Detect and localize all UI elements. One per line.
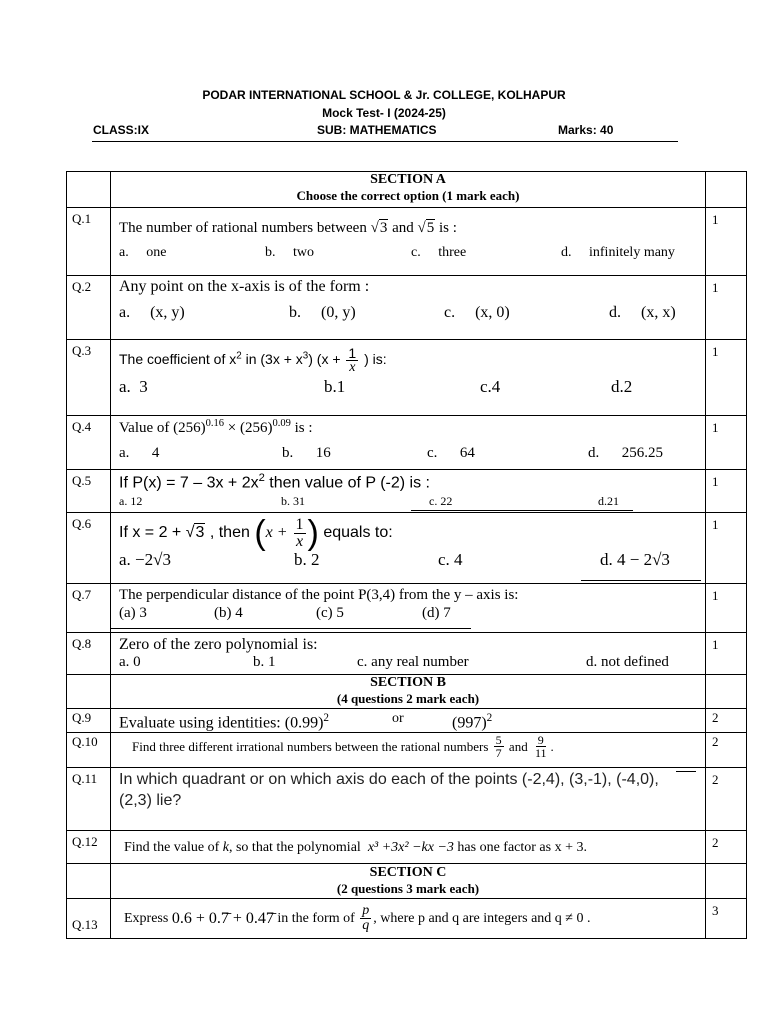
question-marks: 3 xyxy=(706,899,747,939)
question-number: Q.7 xyxy=(67,584,111,633)
options xyxy=(119,377,705,397)
question-text xyxy=(119,472,705,492)
question-number: Q.2 xyxy=(67,276,111,340)
question-number: Q.3 xyxy=(67,340,111,416)
option-b: b. two xyxy=(265,245,314,260)
open-paren: ( xyxy=(254,514,266,552)
option-c: c. (x, 0) xyxy=(444,304,510,321)
option-a: a. (x, y) xyxy=(119,304,185,321)
q5-text-a: If P(x) = 7 – 3x + 2x xyxy=(119,474,259,492)
option-d: d.21 xyxy=(598,494,619,509)
question-number: Q.1 xyxy=(67,208,111,276)
option-c: c. 64 xyxy=(427,445,475,461)
option-c: c. three xyxy=(411,245,467,260)
question-number: Q.10 xyxy=(67,733,111,768)
question-row-q10 xyxy=(67,733,747,768)
option-b: (b) 4 xyxy=(214,605,243,621)
section-a-header xyxy=(67,172,747,208)
question-number: Q.6 xyxy=(67,513,111,584)
question-marks: 1 xyxy=(706,584,747,633)
question-number: Q.9 xyxy=(67,709,111,733)
option-c: c. any real number xyxy=(357,654,469,670)
question-row-q2 xyxy=(67,276,747,340)
question-text xyxy=(132,734,705,759)
options xyxy=(119,304,705,322)
fraction-1-over-x: $\frac{1}{x}$ xyxy=(348,345,357,375)
option-c: (c) 5 xyxy=(316,605,344,621)
question-row-q4 xyxy=(67,416,747,470)
option-b: b. 16 xyxy=(282,445,331,461)
class-label: CLASS:IX xyxy=(93,123,150,137)
section-a-title: SECTION A xyxy=(370,172,446,187)
q3-sup1: 2 xyxy=(236,350,242,362)
q3-text-a: The coefficient of x xyxy=(119,351,237,368)
question-text xyxy=(124,840,705,856)
option-d: d. infinitely many xyxy=(561,245,675,260)
test-name: Mock Test- I (2024-25) xyxy=(322,106,446,120)
underline xyxy=(411,510,633,511)
question-row-q9 xyxy=(67,709,747,733)
option-c: c. 22 xyxy=(429,494,453,509)
option-b: b. 2 xyxy=(294,550,320,569)
underline xyxy=(111,628,471,629)
q5-sup1: 2 xyxy=(258,472,265,484)
q3-sup2: 3 xyxy=(302,350,309,362)
question-marks: 1 xyxy=(706,470,747,513)
question-marks: 2 xyxy=(706,709,747,733)
question-row-q3 xyxy=(67,340,747,416)
q13-expr: 0.6 + 0.7̄ + 0.47̄ xyxy=(171,909,274,927)
q5-text-b: then value of P (-2) is : xyxy=(264,474,430,492)
option-d: d. 256.25 xyxy=(588,445,663,461)
q6-text-a: If x = 2 + xyxy=(119,524,186,541)
option-b: b. (0, y) xyxy=(289,304,356,321)
question-row-q1 xyxy=(67,208,747,276)
question-row-q5 xyxy=(67,470,747,513)
fraction-5-over-7: $\frac{5}{7}$ xyxy=(495,733,502,761)
marks-label: Marks: 40 xyxy=(558,123,614,137)
options xyxy=(119,245,705,261)
question-row-q8 xyxy=(67,633,747,675)
q4-text-a: Value of (256) xyxy=(119,420,206,436)
q6-text-b: , then xyxy=(205,524,255,541)
question-text: In which quadrant or on which axis do each of the points (-2,4), (3,-1), (-4,0), (2,3) lie? xyxy=(119,771,659,810)
section-b-subtitle: (4 questions 2 mark each) xyxy=(336,691,480,706)
question-text xyxy=(124,904,705,933)
question-marks: 2 xyxy=(706,733,747,768)
q3-text-d: ) is: xyxy=(360,351,387,368)
option-d: d. not defined xyxy=(586,654,669,670)
q13-text-b: in the form of xyxy=(273,910,359,926)
q3-text-b: in (3x + x xyxy=(241,351,303,368)
option-a: a. 3 xyxy=(119,377,148,396)
option-d: d. (x, x) xyxy=(609,304,676,321)
question-text xyxy=(119,516,705,550)
question-marks: 1 xyxy=(706,276,747,340)
section-b-header xyxy=(67,675,747,709)
option-d: (d) 7 xyxy=(422,605,451,621)
school-name: PODAR INTERNATIONAL SCHOOL & Jr. COLLEGE, KOLHAPUR xyxy=(202,88,566,102)
question-number: Q.13 xyxy=(67,899,111,939)
question-marks: 1 xyxy=(706,513,747,584)
question-marks: 2 xyxy=(706,768,747,831)
header-divider xyxy=(92,141,678,142)
option-a: a. 4 xyxy=(119,445,160,461)
option-d: d. 4 − 2√3 xyxy=(600,550,670,569)
question-row-q13 xyxy=(67,899,747,939)
q9-sup1: 2 xyxy=(323,712,329,724)
question-marks: 2 xyxy=(706,831,747,864)
q12-text-a: Find the value of xyxy=(124,840,223,856)
question-text xyxy=(119,346,705,375)
q10-end: . xyxy=(550,738,554,754)
underline xyxy=(581,580,701,581)
q9-val2: (997) xyxy=(452,714,487,732)
subject-label: SUB: MATHEMATICS xyxy=(317,123,437,137)
q6-paren-x: x + xyxy=(265,524,292,541)
option-a: (a) 3 xyxy=(119,605,147,621)
underline xyxy=(676,771,696,772)
sqrt-3: √3 xyxy=(185,524,205,541)
options xyxy=(119,494,705,509)
q1-text-a: The number of rational numbers between xyxy=(119,220,371,236)
q4-text-b: × (256) xyxy=(224,420,273,436)
question-text: Zero of the zero polynomial is: xyxy=(119,636,318,653)
question-text: Any point on the x-axis is of the form : xyxy=(119,278,370,295)
option-a: a. 0 xyxy=(119,654,141,670)
section-a-subtitle: Choose the correct option (1 mark each) xyxy=(296,188,520,203)
options xyxy=(119,445,705,462)
q12-poly: x³ +3x² −kx −3 xyxy=(367,840,454,856)
fraction-1-over-x: $\frac{1}{x}$ xyxy=(295,515,304,550)
q4-text-c: is : xyxy=(290,420,313,436)
q12-text-c: has one factor as xyxy=(453,840,555,856)
question-text xyxy=(119,709,705,732)
section-c-header xyxy=(67,864,747,899)
section-c-subtitle: (2 questions 3 mark each) xyxy=(336,881,480,897)
question-number: Q.11 xyxy=(67,768,111,831)
q10-text: Find three different irrational numbers between the rational numbers xyxy=(132,738,492,754)
q13-text-c: , where p and q are integers and xyxy=(373,910,555,926)
fraction-p-over-q: $\frac{p}{q}$ xyxy=(362,903,370,934)
question-text: The perpendicular distance of the point P(3,4) from the y – axis is: xyxy=(119,587,519,603)
q13-cond: q ≠ 0 . xyxy=(554,910,591,926)
q1-text-c: is : xyxy=(435,220,457,236)
question-row-q12 xyxy=(67,831,747,864)
q1-text-b: and xyxy=(388,220,418,236)
question-table xyxy=(66,171,747,939)
question-number: Q.8 xyxy=(67,633,111,675)
question-row-q6 xyxy=(67,513,747,584)
option-b: b. 31 xyxy=(281,494,305,509)
option-a: a. one xyxy=(119,245,167,260)
options xyxy=(119,654,705,671)
question-marks: 1 xyxy=(706,633,747,675)
q3-text-c: ) (x + xyxy=(308,351,345,368)
q9-text: Evaluate using identities: (0.99) xyxy=(119,714,324,732)
q12-k: k xyxy=(222,840,229,856)
section-c-title: SECTION C xyxy=(369,865,447,881)
q9-sup2: 2 xyxy=(486,712,493,724)
question-marks: 1 xyxy=(706,416,747,470)
option-c: c.4 xyxy=(480,377,501,396)
question-row-q7 xyxy=(67,584,747,633)
question-marks: 1 xyxy=(706,208,747,276)
q9-or: or xyxy=(392,711,404,726)
q12-text-b: , so that the polynomial xyxy=(228,840,368,856)
options xyxy=(119,605,705,622)
question-row-q11 xyxy=(67,768,747,831)
option-b: b.1 xyxy=(324,377,346,396)
question-number: Q.4 xyxy=(67,416,111,470)
close-paren: ) xyxy=(307,514,319,552)
option-b: b. 1 xyxy=(253,654,276,670)
option-a: a. 12 xyxy=(119,494,143,509)
q4-sup2: 0.09 xyxy=(272,418,291,429)
option-c: c. 4 xyxy=(438,550,463,569)
question-text xyxy=(119,418,705,437)
fraction-9-over-11: $\frac{9}{11}$ xyxy=(534,733,547,761)
section-b-title: SECTION B xyxy=(370,675,446,690)
sqrt-5: √5 xyxy=(417,220,435,236)
q12-factor: x + 3. xyxy=(554,840,587,856)
q13-text-a: Express xyxy=(124,910,172,926)
q10-and: and xyxy=(505,738,531,754)
options xyxy=(119,550,705,570)
question-marks: 1 xyxy=(706,340,747,416)
sqrt-3: √3 xyxy=(370,220,388,236)
option-d: d.2 xyxy=(611,377,633,396)
q6-text-c: equals to: xyxy=(318,524,393,541)
q4-sup1: 0.16 xyxy=(205,418,225,429)
question-number: Q.12 xyxy=(67,831,111,864)
option-a: a. −2√3 xyxy=(119,550,171,569)
question-text xyxy=(119,220,705,237)
question-number: Q.5 xyxy=(67,470,111,513)
